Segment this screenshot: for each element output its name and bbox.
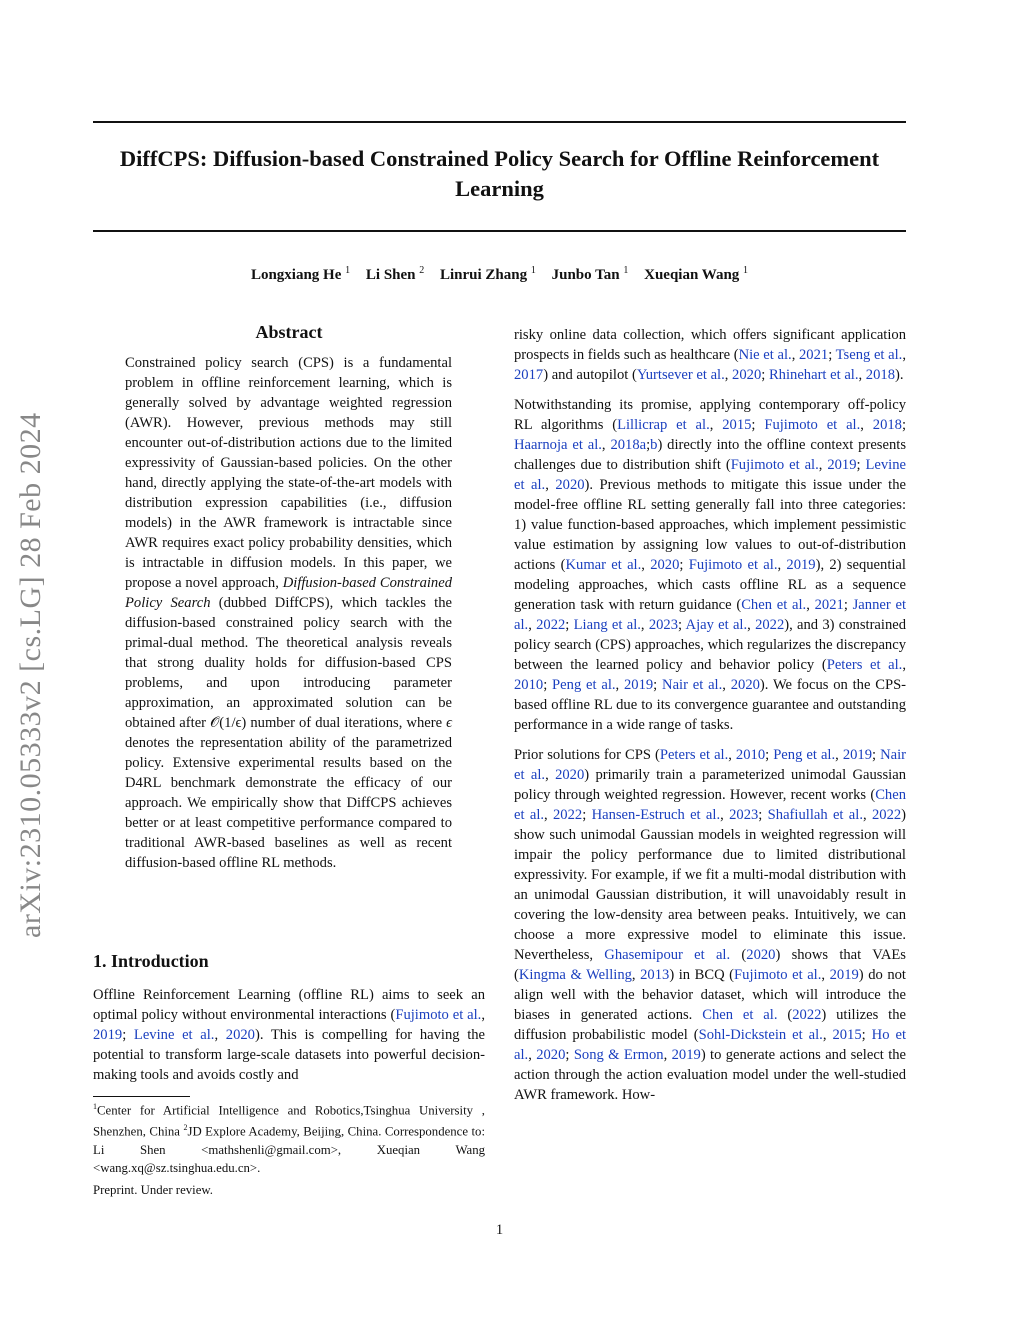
citation-link[interactable]: 2023 — [729, 807, 759, 823]
citation-link[interactable]: Chen et al. — [514, 787, 906, 823]
citation-link[interactable]: 2020 — [225, 1027, 255, 1043]
citation-link[interactable]: 2019 — [623, 677, 654, 693]
citation-link[interactable]: 2019 — [786, 557, 816, 573]
citation-link[interactable]: Sohl-Dickstein et al. — [698, 1027, 823, 1043]
citation-link[interactable]: Nie et al. — [738, 347, 792, 363]
citation-link[interactable]: 2022 — [792, 1007, 822, 1023]
citation-link[interactable]: Peters et al. — [826, 657, 903, 673]
citation-link[interactable]: Tseng et al. — [835, 347, 903, 363]
citation-link[interactable]: Fujimoto et al. — [764, 417, 861, 433]
citation-link[interactable]: 2020 — [730, 677, 760, 693]
citation-link[interactable]: Liang et al. — [573, 617, 641, 633]
citation-link[interactable]: Peng et al. — [552, 677, 616, 693]
right-column — [514, 325, 906, 1115]
citation-link[interactable]: Nair et al. — [514, 747, 907, 783]
citation-link[interactable]: 2022 — [871, 807, 902, 823]
preprint-notice: Preprint. Under review. — [93, 1183, 213, 1197]
citation-link[interactable]: Fujimoto et al. — [395, 1007, 482, 1023]
citation-link[interactable]: 2022 — [553, 807, 583, 823]
citation-link[interactable]: 2018 — [872, 417, 902, 433]
citation-link[interactable]: 2020 — [746, 947, 776, 963]
author-list — [93, 265, 906, 284]
citation-link[interactable]: Ghasemipour et al. — [604, 947, 731, 963]
footnote-rule — [93, 1096, 190, 1097]
citation-link[interactable]: Fujimoto et al. — [734, 967, 822, 983]
author: Junbo Tan $^1$ — [551, 265, 629, 283]
citation-link[interactable]: Shafiullah et al. — [767, 807, 863, 823]
paragraph: Prior solutions for CPS (Peters et al., 2010; Peng et al., 2019; Nair et al., 2020) primarily train a parameterized unimodal Gaussian policy through weighted regression. However, recent works (Chen et al., 2022; Hansen-Estruch et al., 2023; Shafiullah et al., 2022) show such unimodal Gaussian models in weighted regression will impair the policy performance due to limited distributional expressivity. For example, if we fit a multi-modal distribution with an unimodal Gaussian distribution, it will unavoidably result in covering the low-density area between peaks. Intuitively, we can choose a more expressive model to eliminate this issue. Nevertheless, Ghasemipour et al. (2020) shows that VAEs (Kingma & Welling, 2013) in BCQ (Fujimoto et al., 2019) do not align well with the behavior dataset, which will introduce the biases in generated actions. Chen et al. (2022) utilizes the diffusion probabilistic model (Sohl-Dickstein et al., 2015; Ho et al., 2020; Song & Ermon, 2019) to generate actions and select the action through the action evaluation model under the well-studied AWR framework. How- — [514, 747, 907, 1103]
author: Longxiang He $^1$ — [250, 265, 351, 283]
citation-link[interactable]: 2020 — [555, 767, 585, 783]
citation-link[interactable]: b — [650, 437, 658, 453]
arxiv-identifier: arXiv:2310.05333v2 [cs.LG] 28 Feb 2024 — [14, 412, 47, 938]
page-number: 1 — [495, 1222, 504, 1238]
title-bottom-rule — [93, 230, 906, 232]
citation-link[interactable]: 2013 — [640, 967, 670, 983]
citation-link[interactable]: Rhinehart et al. — [768, 367, 859, 383]
citation-link[interactable]: 2022 — [536, 617, 566, 633]
citation-link[interactable]: Peters et al. — [659, 747, 729, 763]
citation-link[interactable]: 2015 — [722, 417, 752, 433]
citation-link[interactable]: Yurtsever et al. — [636, 367, 725, 383]
author: Xueqian Wang $^1$ — [644, 265, 749, 283]
citation-link[interactable]: Chen et al. — [702, 1007, 778, 1023]
citation-link[interactable]: 2019 — [842, 747, 872, 763]
citation-link[interactable]: 2020 — [536, 1047, 566, 1063]
paragraph: risky online data collection, which offers significant application prospects in fields such as healthcare (Nie et al., 2021; Tseng et al., 2017) and autopilot (Yurtsever et al., 2020; Rhinehart et al., 2018). — [514, 327, 906, 383]
citation-link[interactable]: Ajay et al. — [685, 617, 748, 633]
citation-link[interactable]: 2023 — [648, 617, 679, 633]
citation-link[interactable]: 2020 — [732, 367, 762, 383]
citation-link[interactable]: Chen et al. — [741, 597, 807, 613]
citation-link[interactable]: 2017 — [514, 367, 544, 383]
author: Linrui Zhang $^1$ — [440, 265, 536, 283]
citation-link[interactable]: 2021 — [799, 347, 829, 363]
citation-link[interactable]: Fujimoto et al. — [688, 557, 778, 573]
citation-link[interactable]: 2021 — [814, 597, 844, 613]
citation-link[interactable]: Ho et al. — [514, 1027, 907, 1063]
citation-link[interactable]: 2020 — [555, 477, 585, 493]
citation-link[interactable]: 2022 — [755, 617, 785, 633]
citation-link[interactable]: 2010 — [735, 747, 766, 763]
citation-link[interactable]: 2015 — [832, 1027, 862, 1043]
section-heading-introduction: 1. Introduction — [93, 951, 209, 971]
citation-link[interactable]: 2019 — [827, 457, 857, 473]
citation-link[interactable]: Kingma & Welling — [518, 967, 632, 983]
abstract-body: Constrained policy search (CPS) is a fundamental problem in offline reinforcement learning, which is generally solved by advantage weighted regression (AWR). However, previous methods may still encounter out-of-distribution actions due to the limited expressivity of Gaussian-based policies. On the other hand, directly applying the state-of-the-art models with distribution expression capabilities (i.e., diffusion models) in the AWR framework is intractable since AWR requires exact policy probability densities, which is intractable in diffusion models. In this paper, we propose a novel approach, Diffusion-based Constrained Policy Search (dubbed DiffCPS), which tackles the diffusion-based constrained policy search with the primal-dual method. The theoretical analysis reveals that strong duality holds for diffusion-based CPS problems, and upon introducing parameter approximation, an approximated solution can be obtained after 𝒪(1/ϵ) number of dual iterations, where ϵ denotes the representation ability of the parametrized policy. Extensive experimental results based on the D4RL benchmark demonstrate the efficacy of our approach. We empirically show that DiffCPS achieves better or at least competitive performance compared to traditional AWR-based baselines as well as recent diffusion-based offline RL methods. — [125, 355, 453, 871]
citation-link[interactable]: 2019 — [671, 1047, 701, 1063]
paragraph: Notwithstanding its promise, applying contemporary off-policy RL algorithms (Lillicrap et al., 2015; Fujimoto et al., 2018; Haarnoja et al., 2018a;b) directly into the offline context presents challenges due to distribution shift (Fujimoto et al., 2019; Levine et al., 2020). Previous methods to mitigate this issue under the model-free offline RL setting generally fall into three categories: 1) value function-based approaches, which implement pessimistic value estimation by assigning low values to out-of-distribution actions (Kumar et al., 2020; Fujimoto et al., 2019), 2) sequential modeling approaches, which casts offline RL as a sequence generation task with return guidance (Chen et al., 2021; Janner et al., 2022; Liang et al., 2023; Ajay et al., 2022), and 3) constrained policy search (CPS) approaches, which regularizes the discrepancy between the learned policy and behavior policy (Peters et al., 2010; Peng et al., 2019; Nair et al., 2020). We focus on the CPS-based offline RL due to its convergence guarantee and outstanding performance in a wide range of tasks. — [514, 397, 907, 733]
citation-link[interactable]: Song & Ermon — [573, 1047, 664, 1063]
citation-link[interactable]: 2018 — [865, 367, 895, 383]
citation-link[interactable]: 2018a — [610, 437, 647, 453]
citation-link[interactable]: 2020 — [650, 557, 680, 573]
abstract-heading: Abstract — [255, 322, 323, 342]
citation-link[interactable]: Levine et al. — [514, 457, 906, 493]
introduction-paragraph: Offline Reinforcement Learning (offline RL) aims to seek an optimal policy without environmental interactions (Fujimoto et al., 2019; Levine et al., 2020). This is compelling for having the potential to transform large-scale datasets into powerful decision-making tools and avoids costly and — [93, 987, 486, 1083]
citation-link[interactable]: Peng et al. — [773, 747, 836, 763]
citation-link[interactable]: Fujimoto et al. — [730, 457, 819, 473]
citation-link[interactable]: Nair et al. — [662, 677, 723, 693]
citation-link[interactable]: Kumar et al. — [565, 557, 642, 573]
citation-link[interactable]: 2010 — [514, 677, 544, 693]
citation-link[interactable]: 2019 — [829, 967, 859, 983]
affiliation-footnote: $^1$Center for Artificial Intelligence and Robotics,Tsinghua University , Shenzhen, China $^2$JD Explore Academy, Beijing, China. Correspondence to: Li Shen <mathshenli@gmail.com>, Xueqian Wang <wang.xq@sz.tsinghua.edu.cn>. — [93, 1102, 486, 1175]
title-top-rule — [93, 121, 906, 123]
citation-link[interactable]: Haarnoja et al. — [514, 437, 602, 453]
citation-link[interactable]: 2019 — [93, 1027, 123, 1043]
citation-link[interactable]: Lillicrap et al. — [617, 417, 710, 433]
citation-link[interactable]: Hansen-Estruch et al. — [591, 807, 721, 823]
citation-link[interactable]: Levine et al. — [133, 1027, 215, 1043]
citation-link[interactable]: Janner et al. — [514, 597, 906, 633]
paper-title: DiffCPS: Diffusion-based Constrained Policy Search for Offline Reinforcement Learning — [119, 146, 880, 201]
author: Li Shen $^2$ — [365, 265, 425, 283]
